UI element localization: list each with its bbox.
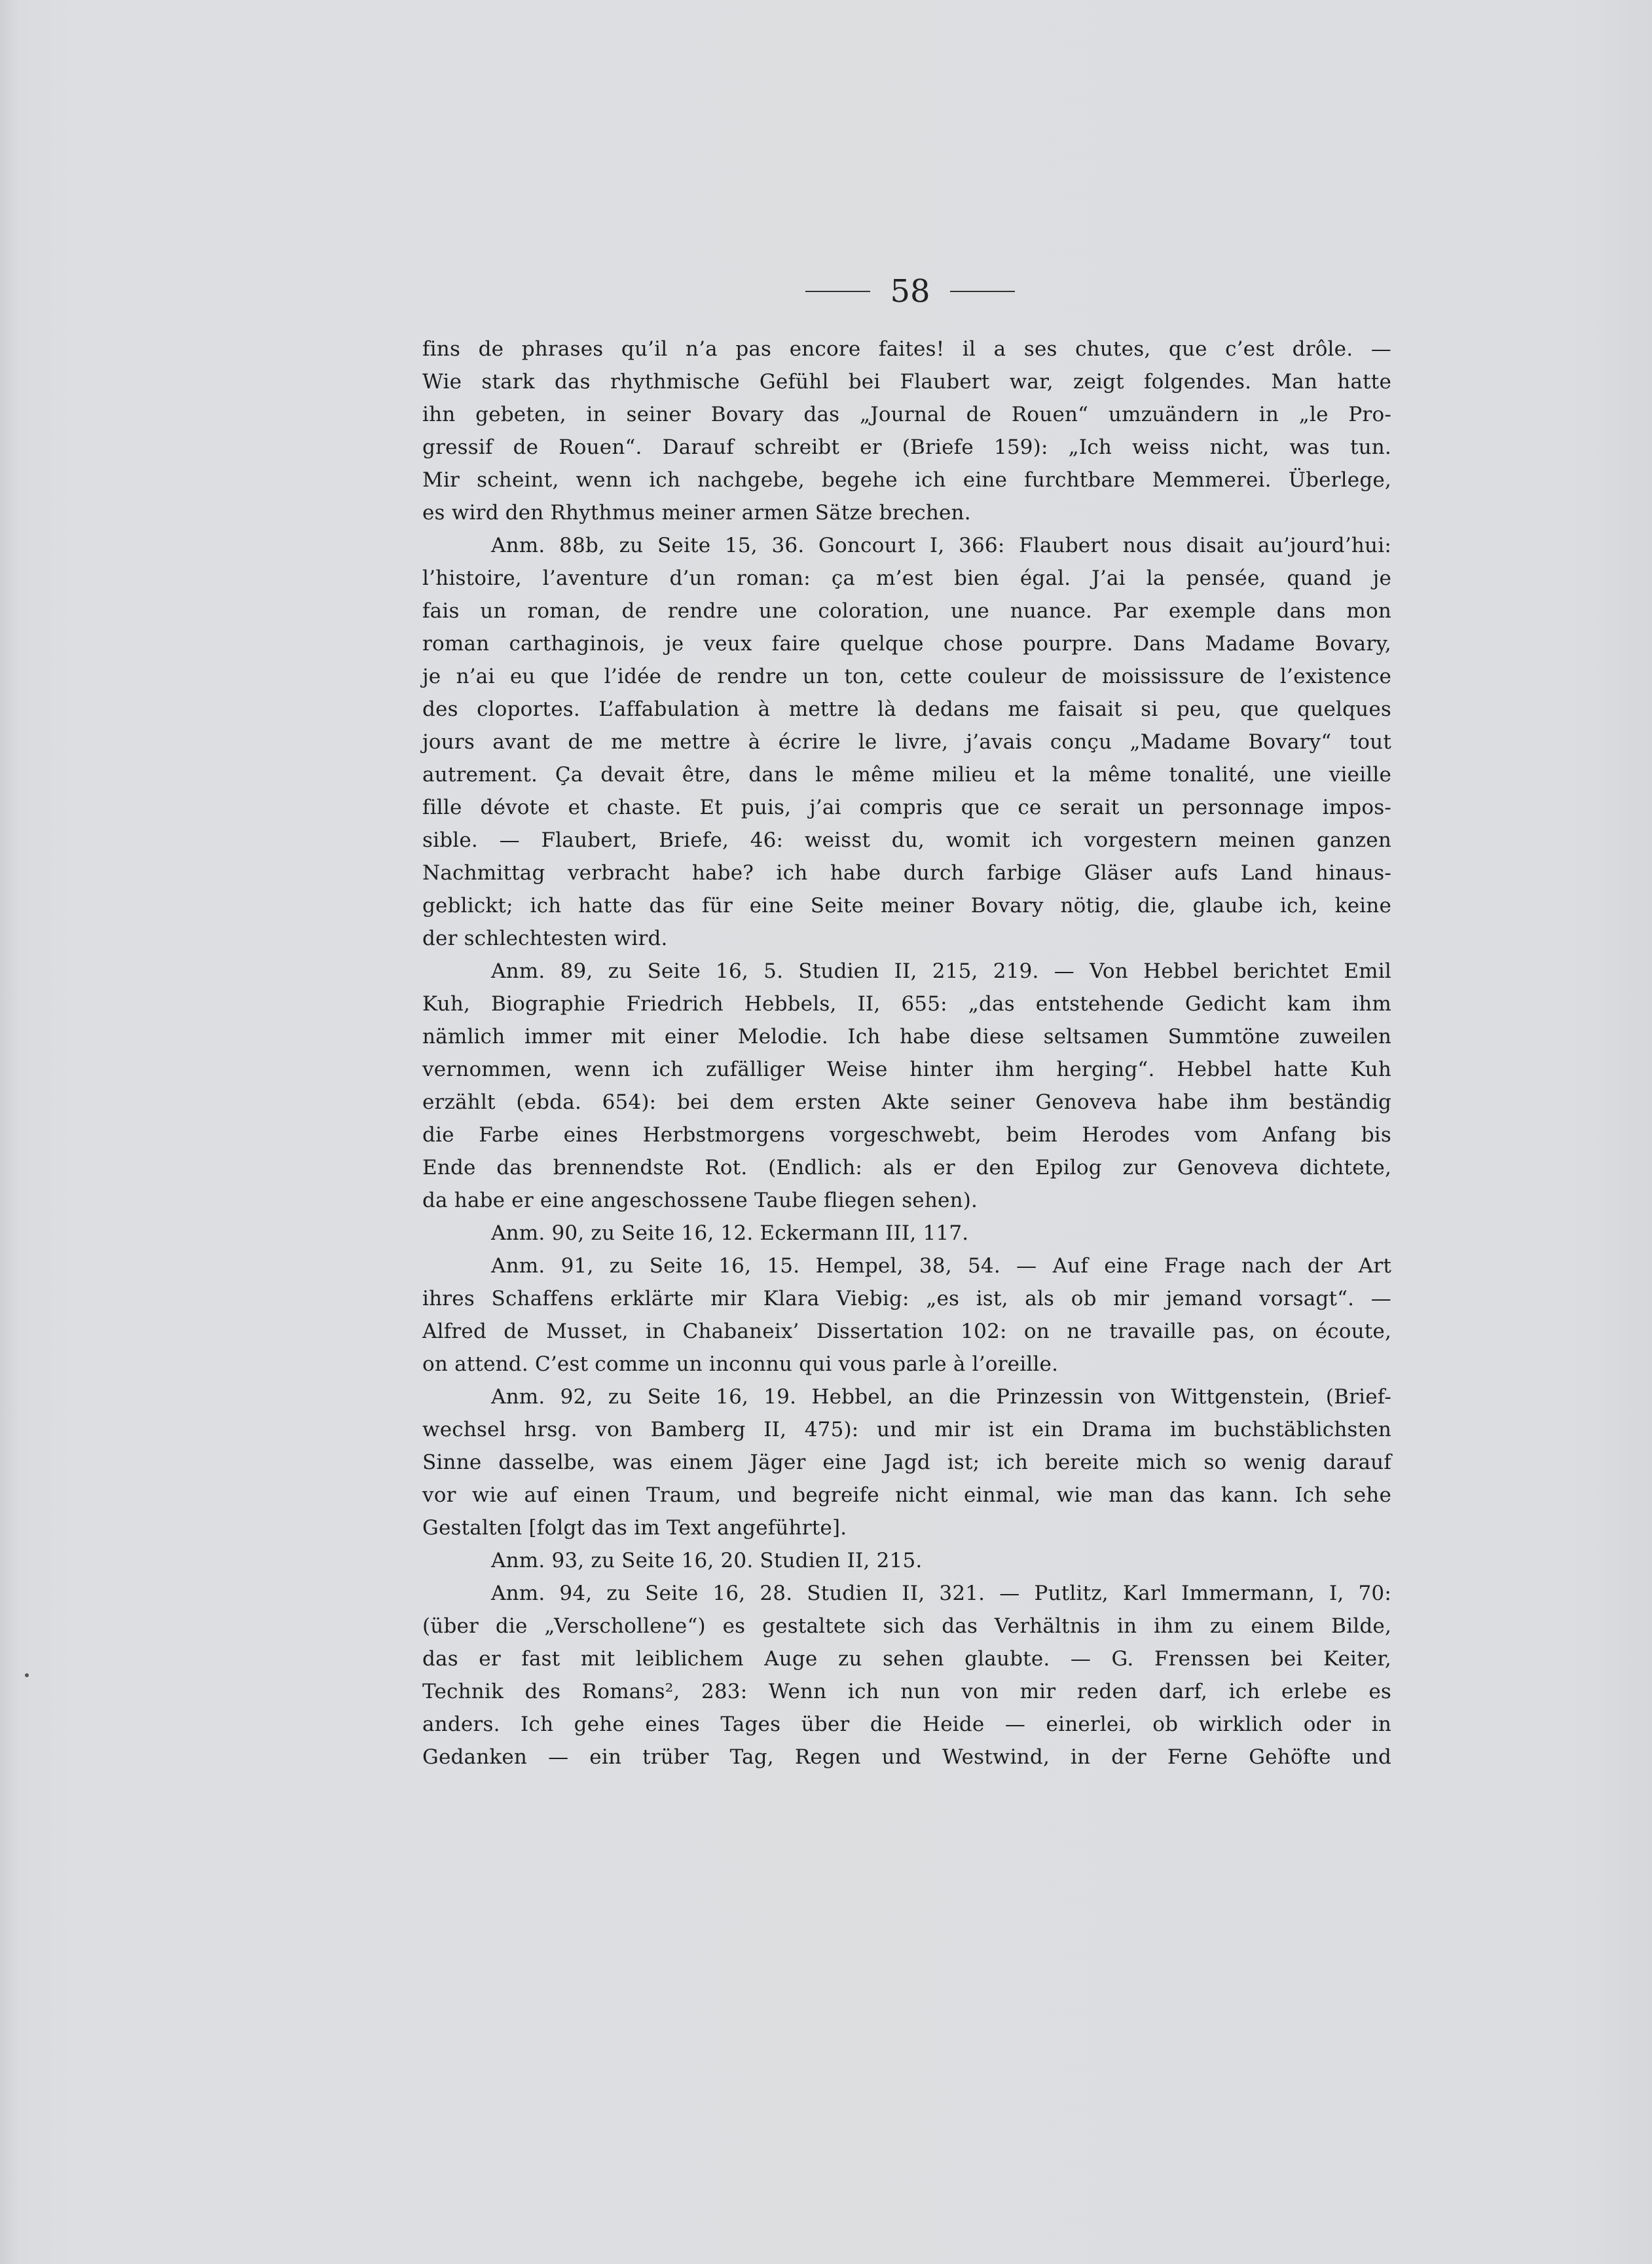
text-line: je n’ai eu que l’idée de rendre un ton, cette couleur de moississure de l’existence: [422, 665, 1391, 688]
note-93: Anm. 93, zu Seite 16, 20. Studien II, 215.: [491, 1549, 923, 1572]
text-line: Gedanken — ein trüber Tag, Regen und Westwind, in der Ferne Gehöfte und: [422, 1745, 1391, 1769]
text-line: autrement. Ça devait être, dans le même milieu et la même tonalité, une vieille: [422, 763, 1391, 787]
note-89-start: Anm. 89, zu Seite 16, 5. Studien II, 215, 219. — Von Hebbel berichtet Emil: [491, 959, 1391, 983]
text-line: Alfred de Musset, in Chabaneix’ Dissertation 102: on ne travaille pas, on écoute,: [422, 1320, 1391, 1343]
body-text: [422, 333, 1391, 1773]
paper-speck: [25, 1673, 29, 1677]
note-94-start: Anm. 94, zu Seite 16, 28. Studien II, 321. — Putlitz, Karl Immermann, I, 70:: [491, 1582, 1391, 1605]
page-header: [786, 265, 1035, 318]
text-line: wechsel hrsg. von Bamberg II, 475): und mir ist ein Drama im buchstäblichsten: [422, 1418, 1391, 1441]
text-line: Ende das brennendste Rot. (Endlich: als er den Epilog zur Genoveva dichtete,: [422, 1156, 1391, 1179]
text-line: vernommen, wenn ich zufälliger Weise hinter ihm herging“. Hebbel hatte Kuh: [422, 1058, 1391, 1081]
text-line: (über die „Verschollene“) es gestaltete sich das Verhältnis in ihm zu einem Bilde,: [422, 1614, 1391, 1638]
note-92-start: Anm. 92, zu Seite 16, 19. Hebbel, an die Prinzessin von Wittgenstein, (Brief-: [491, 1385, 1391, 1409]
text-line: nämlich immer mit einer Melodie. Ich habe diese seltsamen Summtöne zuweilen: [422, 1025, 1391, 1048]
note-88b-start: Anm. 88b, zu Seite 15, 36. Goncourt I, 366: Flaubert nous disait au’jourd’hui:: [491, 534, 1391, 557]
text-line: fille dévote et chaste. Et puis, j’ai compris que ce serait un personnage impos-: [422, 796, 1391, 819]
text-line: l’histoire, l’aventure d’un roman: ça m’est bien égal. J’ai la pensée, quand je: [422, 566, 1391, 590]
note-91-start: Anm. 91, zu Seite 16, 15. Hempel, 38, 54. — Auf eine Frage nach der Art: [491, 1254, 1391, 1278]
text-line: Gestalten [folgt das im Text angeführte].: [422, 1516, 847, 1540]
text-line: Technik des Romans², 283: Wenn ich nun von mir reden darf, ich erlebe es: [422, 1680, 1391, 1703]
text-line: da habe er eine angeschossene Taube fliegen sehen).: [422, 1189, 978, 1212]
text-line: Nachmittag verbracht habe? ich habe durch farbige Gläser aufs Land hinaus-: [422, 861, 1391, 885]
text-line: die Farbe eines Herbstmorgens vorgeschwebt, beim Herodes vom Anfang bis: [422, 1123, 1391, 1147]
text-line: Kuh, Biographie Friedrich Hebbels, II, 655: „das entstehende Gedicht kam ihm: [422, 992, 1391, 1016]
text-line: des cloportes. L’affabulation à mettre là dedans me faisait si peu, que quelques: [422, 697, 1391, 721]
text-line: ihn gebeten, in seiner Bovary das „Journal de Rouen“ umzuändern in „le Pro-: [422, 403, 1391, 426]
text-line: vor wie auf einen Traum, und begreife nicht einmal, wie man das kann. Ich sehe: [422, 1483, 1391, 1507]
text-line: anders. Ich gehe eines Tages über die Heide — einerlei, ob wirklich oder in: [422, 1713, 1391, 1736]
header-rule-left: [805, 291, 870, 292]
text-line: das er fast mit leiblichem Auge zu sehen glaubte. — G. Frenssen bei Keiter,: [422, 1647, 1391, 1671]
text-line: roman carthaginois, je veux faire quelque chose pourpre. Dans Madame Bovary,: [422, 632, 1391, 656]
text-line: Mir scheint, wenn ich nachgebe, begehe ich eine furchtbare Memmerei. Überlege,: [422, 468, 1391, 492]
text-line: gressif de Rouen“. Darauf schreibt er (Briefe 159): „Ich weiss nicht, was tun.: [422, 436, 1391, 459]
page-number: 58: [890, 273, 930, 310]
text-line: fins de phrases qu’il n’a pas encore faites! il a ses chutes, que c’est drôle. —: [422, 337, 1391, 361]
text-line: jours avant de me mettre à écrire le livre, j’avais conçu „Madame Bovary“ tout: [422, 730, 1391, 754]
text-line: Wie stark das rhythmische Gefühl bei Flaubert war, zeigt folgendes. Man hatte: [422, 370, 1391, 394]
header-rule-right: [950, 291, 1015, 292]
text-line: on attend. C’est comme un inconnu qui vous parle à l’oreille.: [422, 1352, 1059, 1376]
text-line: Sinne dasselbe, was einem Jäger eine Jagd ist; ich bereite mich so wenig darauf: [422, 1451, 1391, 1474]
note-90: Anm. 90, zu Seite 16, 12. Eckermann III, 117.: [491, 1221, 969, 1245]
text-line: sible. — Flaubert, Briefe, 46: weisst du, womit ich vorgestern meinen ganzen: [422, 828, 1391, 852]
text-line: es wird den Rhythmus meiner armen Sätze brechen.: [422, 501, 971, 525]
text-line: ihres Schaffens erklärte mir Klara Viebig: „es ist, als ob mir jemand vorsagt“. —: [422, 1287, 1391, 1310]
text-line: erzählt (ebda. 654): bei dem ersten Akte seiner Genoveva habe ihm beständig: [422, 1090, 1391, 1114]
text-line: geblickt; ich hatte das für eine Seite meiner Bovary nötig, die, glaube ich, keine: [422, 894, 1391, 918]
text-line: der schlechtesten wird.: [422, 927, 668, 950]
text-line: fais un roman, de rendre une coloration, une nuance. Par exemple dans mon: [422, 599, 1391, 623]
